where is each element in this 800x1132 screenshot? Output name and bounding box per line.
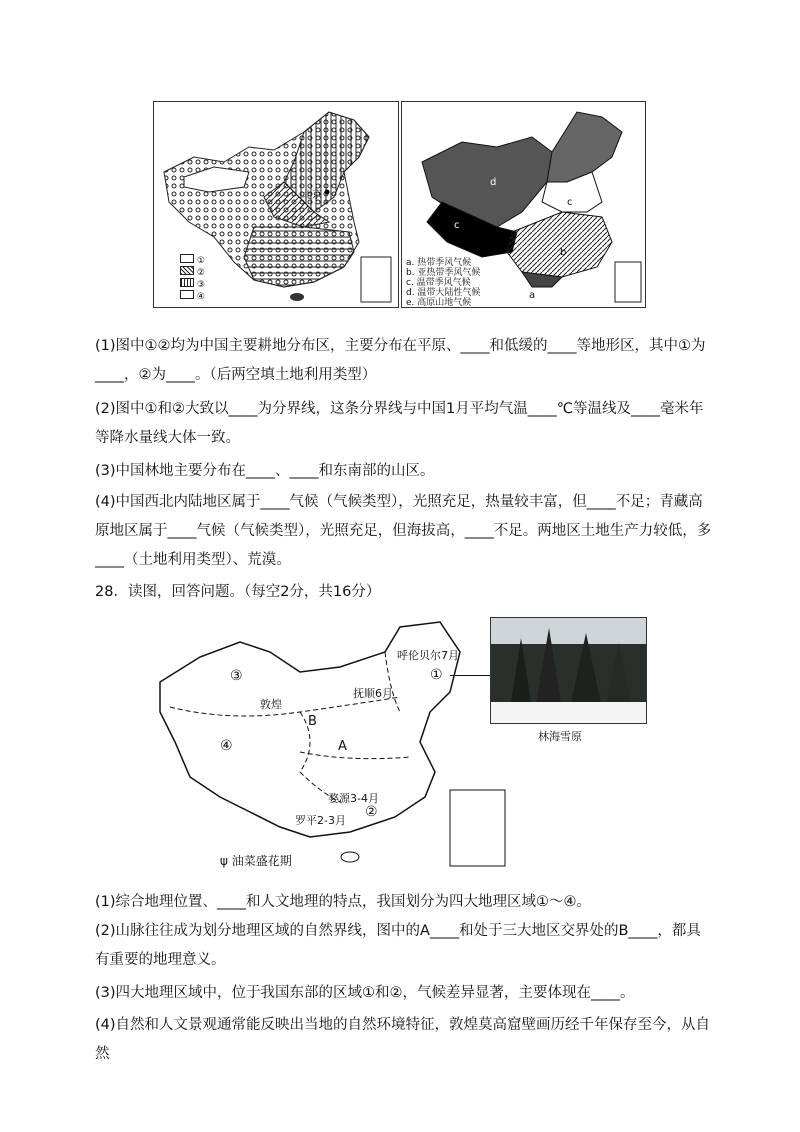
q28-part4: (4)自然和人文景观通常能反映出当地的自然环境特征，敦煌莫高窟壁画历经千年保存至今，从自然 bbox=[95, 1017, 711, 1062]
place-fushun: 抚顺6月 bbox=[353, 687, 393, 700]
legend-4 bbox=[180, 290, 205, 302]
legend-2-text: ② bbox=[196, 268, 205, 278]
place-wuyuan: 婺源3-4月 bbox=[328, 792, 379, 805]
q28-title: 28．读图，回答问题。（每空2分，共16分） bbox=[95, 584, 381, 600]
climate-legend-b: b. 亚热带季风气候 bbox=[406, 268, 481, 278]
q27-part2: (2)图中①和②大致以____为分界线，这条分界线与中国1月平均气温____℃等温线及____毫米年等降水量线大体一致。 bbox=[95, 401, 704, 446]
forest-trees bbox=[491, 618, 646, 723]
letter-a: A bbox=[338, 739, 347, 754]
photo-caption: 林海雪原 bbox=[538, 730, 582, 743]
q28-part1: (1)综合地理位置、____和人文地理的特点，我国划分为四大地理区域①～④。 bbox=[95, 894, 592, 910]
place-luoping: 罗平2-3月 bbox=[295, 814, 346, 827]
map3-legend: ψ 油菜盛花期 bbox=[220, 854, 292, 868]
climate-region-c: c bbox=[567, 197, 573, 208]
letter-b: B bbox=[308, 714, 317, 729]
legend-2 bbox=[180, 266, 205, 278]
place-dunhuang: 敦煌 bbox=[260, 698, 282, 711]
connector-line bbox=[450, 675, 490, 676]
regions-map bbox=[150, 612, 510, 872]
land-use-map bbox=[153, 101, 399, 308]
climate-region-d: d bbox=[490, 177, 497, 188]
climate-legend-d: d. 温带大陆性气候 bbox=[406, 288, 481, 298]
region-1: ① bbox=[430, 667, 443, 683]
forest-snow-photo bbox=[490, 617, 647, 724]
legend-1 bbox=[180, 254, 205, 266]
legend-4-text: ④ bbox=[196, 292, 205, 302]
q28-part3: (3)四大地理区域中，位于我国东部的区域①和②，气候差异显著，主要体现在____。 bbox=[95, 985, 635, 1001]
q27-part1: (1)图中①②均为中国主要耕地分布区，主要分布在平原、____和低缓的____等地形区，其中①为____，②为____。（后两空填土地利用类型） bbox=[95, 338, 706, 383]
q27-part4: (4)中国西北内陆地区属于____气候（气候类型），光照充足，热量较丰富，但____不足；青藏高原地区属于____气候（气候类型），光照充足，但海拔高，____不足。两地区土地生产力较低，多____（土地利用类型）、荒漠。 bbox=[95, 494, 712, 568]
climate-region-b: b bbox=[560, 247, 567, 258]
legend-1-text: ① bbox=[196, 256, 205, 266]
climate-legend-a: a. 热带季风气候 bbox=[406, 258, 472, 268]
climate-legend-e: e. 高原山地气候 bbox=[406, 298, 472, 308]
beijing-label: 北京 bbox=[302, 190, 322, 201]
region-2: ② bbox=[365, 804, 378, 820]
legend-3-text: ③ bbox=[196, 280, 205, 290]
climate-region-c-label: c bbox=[454, 220, 460, 231]
region-4: ④ bbox=[220, 738, 233, 754]
q27-part3: (3)中国林地主要分布在____、____和东南部的山区。 bbox=[95, 463, 435, 479]
climate-legend-c: c. 温带季风气候 bbox=[406, 278, 471, 288]
climate-map bbox=[401, 101, 646, 308]
q28-part2: (2)山脉往往成为划分地理区域的自然界线，图中的A____和处于三大地区交界处的B____，都具有重要的地理意义。 bbox=[95, 923, 701, 968]
region-3: ③ bbox=[230, 668, 243, 684]
place-hulunbuir: 呼伦贝尔7月 bbox=[397, 649, 459, 662]
climate-region-a: a bbox=[529, 290, 536, 301]
legend-3 bbox=[180, 278, 205, 290]
